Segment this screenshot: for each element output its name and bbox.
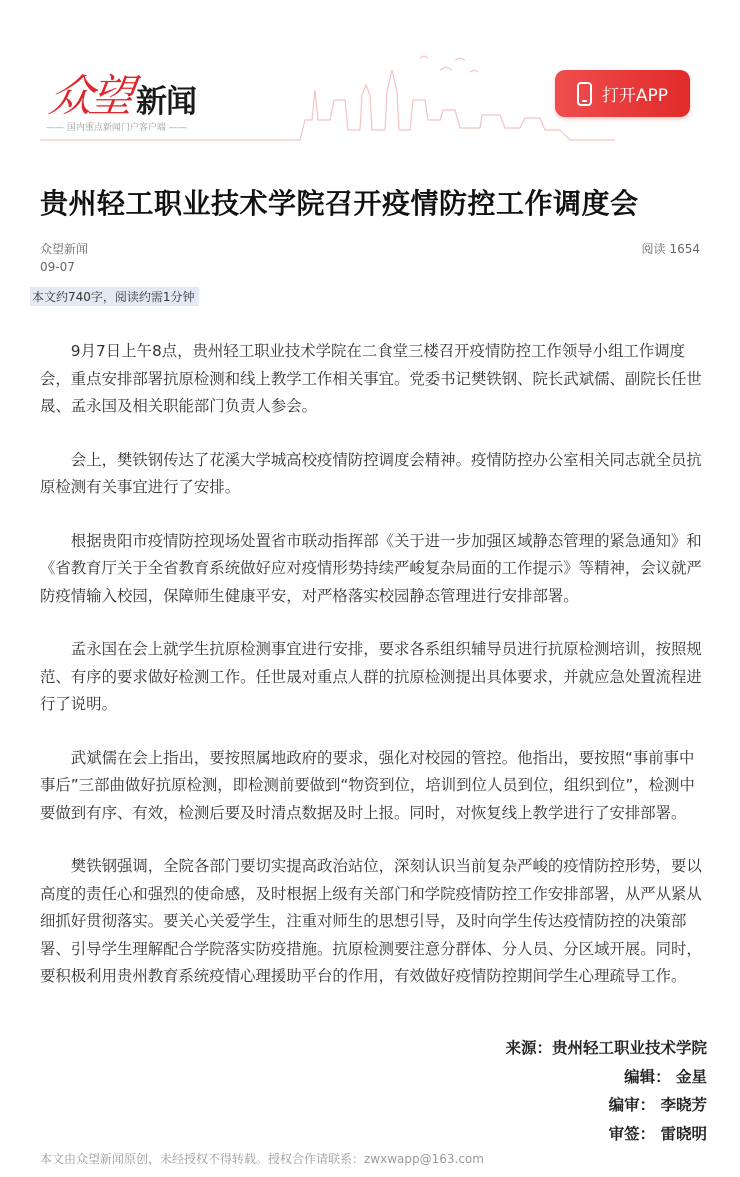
phone-icon bbox=[577, 82, 592, 106]
article-paragraph: 武斌儒在会上指出，要按照属地政府的要求，强化对校园的管控。他指出，要按照“事前事中事后”三部曲做好抗原检测，即检测前要做到“物资到位，培训到位人员到位，组织到位”，检测中要做到有序、有效，检测后要及时清点数据及时上报。同时，对恢复线上教学进行了安排部署。 bbox=[40, 748, 695, 822]
article-paragraph: 樊铁钢强调，全院各部门要切实提高政治站位，深刻认识当前复杂严峻的疫情防控形势，要以高度的责任心和强烈的使命感，及时根据上级有关部门和学院疫情防控工作安排部署，从严从紧从细抓好贯彻落实。要关心关爱学生，注重对师生的思想引导，及时向学生传达疫情防控的决策部署、引导学生理解配合学院落实防疫措施。抗原检测要注意分群体、分人员、分区域开展。同时，要积极利用贵州教育系统疫情心理援助平台的作用，有效做好疫情防控期间学生心理疏导工作。 bbox=[40, 857, 702, 985]
logo-tagline: —— 国内重点新闻门户客户端 —— bbox=[46, 123, 187, 133]
logo-script-text: 众望 bbox=[45, 71, 133, 122]
page-header bbox=[0, 0, 740, 160]
view-count bbox=[637, 240, 700, 257]
copyright-notice: 本文由众望新闻原创，未经授权不得转载。授权合作请联系：zwxwapp@163.com bbox=[40, 1152, 484, 1166]
credit-source: 来源：贵州轻工职业技术学院 bbox=[505, 1039, 707, 1057]
article-title: 贵州轻工职业技术学院召开疫情防控工作调度会 bbox=[40, 187, 639, 220]
article-paragraph: 根据贵阳市疫情防控现场处置省市联动指挥部《关于进一步加强区域静态管理的紧急通知》和《省教育厅关于全省教育系统做好应对疫情形势持续严峻复杂局面的工作提示》等精神，会议就严防疫情输入校园，保障师生健康平安，对严格落实校园静态管理进行安排部署。 bbox=[40, 531, 702, 605]
open-app-label: 打开APP bbox=[601, 86, 669, 106]
article-date: 09-07 bbox=[40, 260, 75, 274]
views-label: 阅读 bbox=[641, 242, 666, 256]
zhongwang-news-logo[interactable] bbox=[45, 66, 210, 142]
article-paragraph: 9月7日上午8点，贵州轻工职业技术学院在二食堂三楼召开疫情防控工作领导小组工作调度会，重点安排部署抗原检测和线上教学工作相关事宜。党委书记樊铁钢、院长武斌儒、副院长任世晟、孟永国及相关职能部门负责人参会。 bbox=[40, 342, 702, 415]
credit-approver: 审签： 雷晓明 bbox=[608, 1124, 707, 1143]
views-number: 1654 bbox=[669, 242, 700, 256]
article-source[interactable]: 众望新闻 bbox=[40, 242, 89, 256]
reading-time-note: 本文约740字，阅读约需1分钟 bbox=[30, 287, 199, 306]
logo-word-text: 新闻 bbox=[136, 84, 196, 120]
open-app-button[interactable] bbox=[555, 70, 690, 117]
credit-reviewer: 编审： 李晓芳 bbox=[608, 1096, 707, 1114]
article-paragraph: 会上，樊铁钢传达了花溪大学城高校疫情防控调度会精神。疫情防控办公室相关同志就全员抗原检测有关事宜进行了安排。 bbox=[40, 450, 702, 496]
article-body bbox=[40, 338, 708, 1017]
credit-editor: 编辑： 金星 bbox=[624, 1067, 707, 1086]
article-credits bbox=[505, 1034, 707, 1148]
article-paragraph: 孟永国在会上就学生抗原检测事宜进行安排，要求各系组织辅导员进行抗原检测培训，按照规范、有序的要求做好检测工作。任世晟对重点人群的抗原检测提出具体要求，并就应急处置流程进行了说明。 bbox=[40, 640, 702, 713]
